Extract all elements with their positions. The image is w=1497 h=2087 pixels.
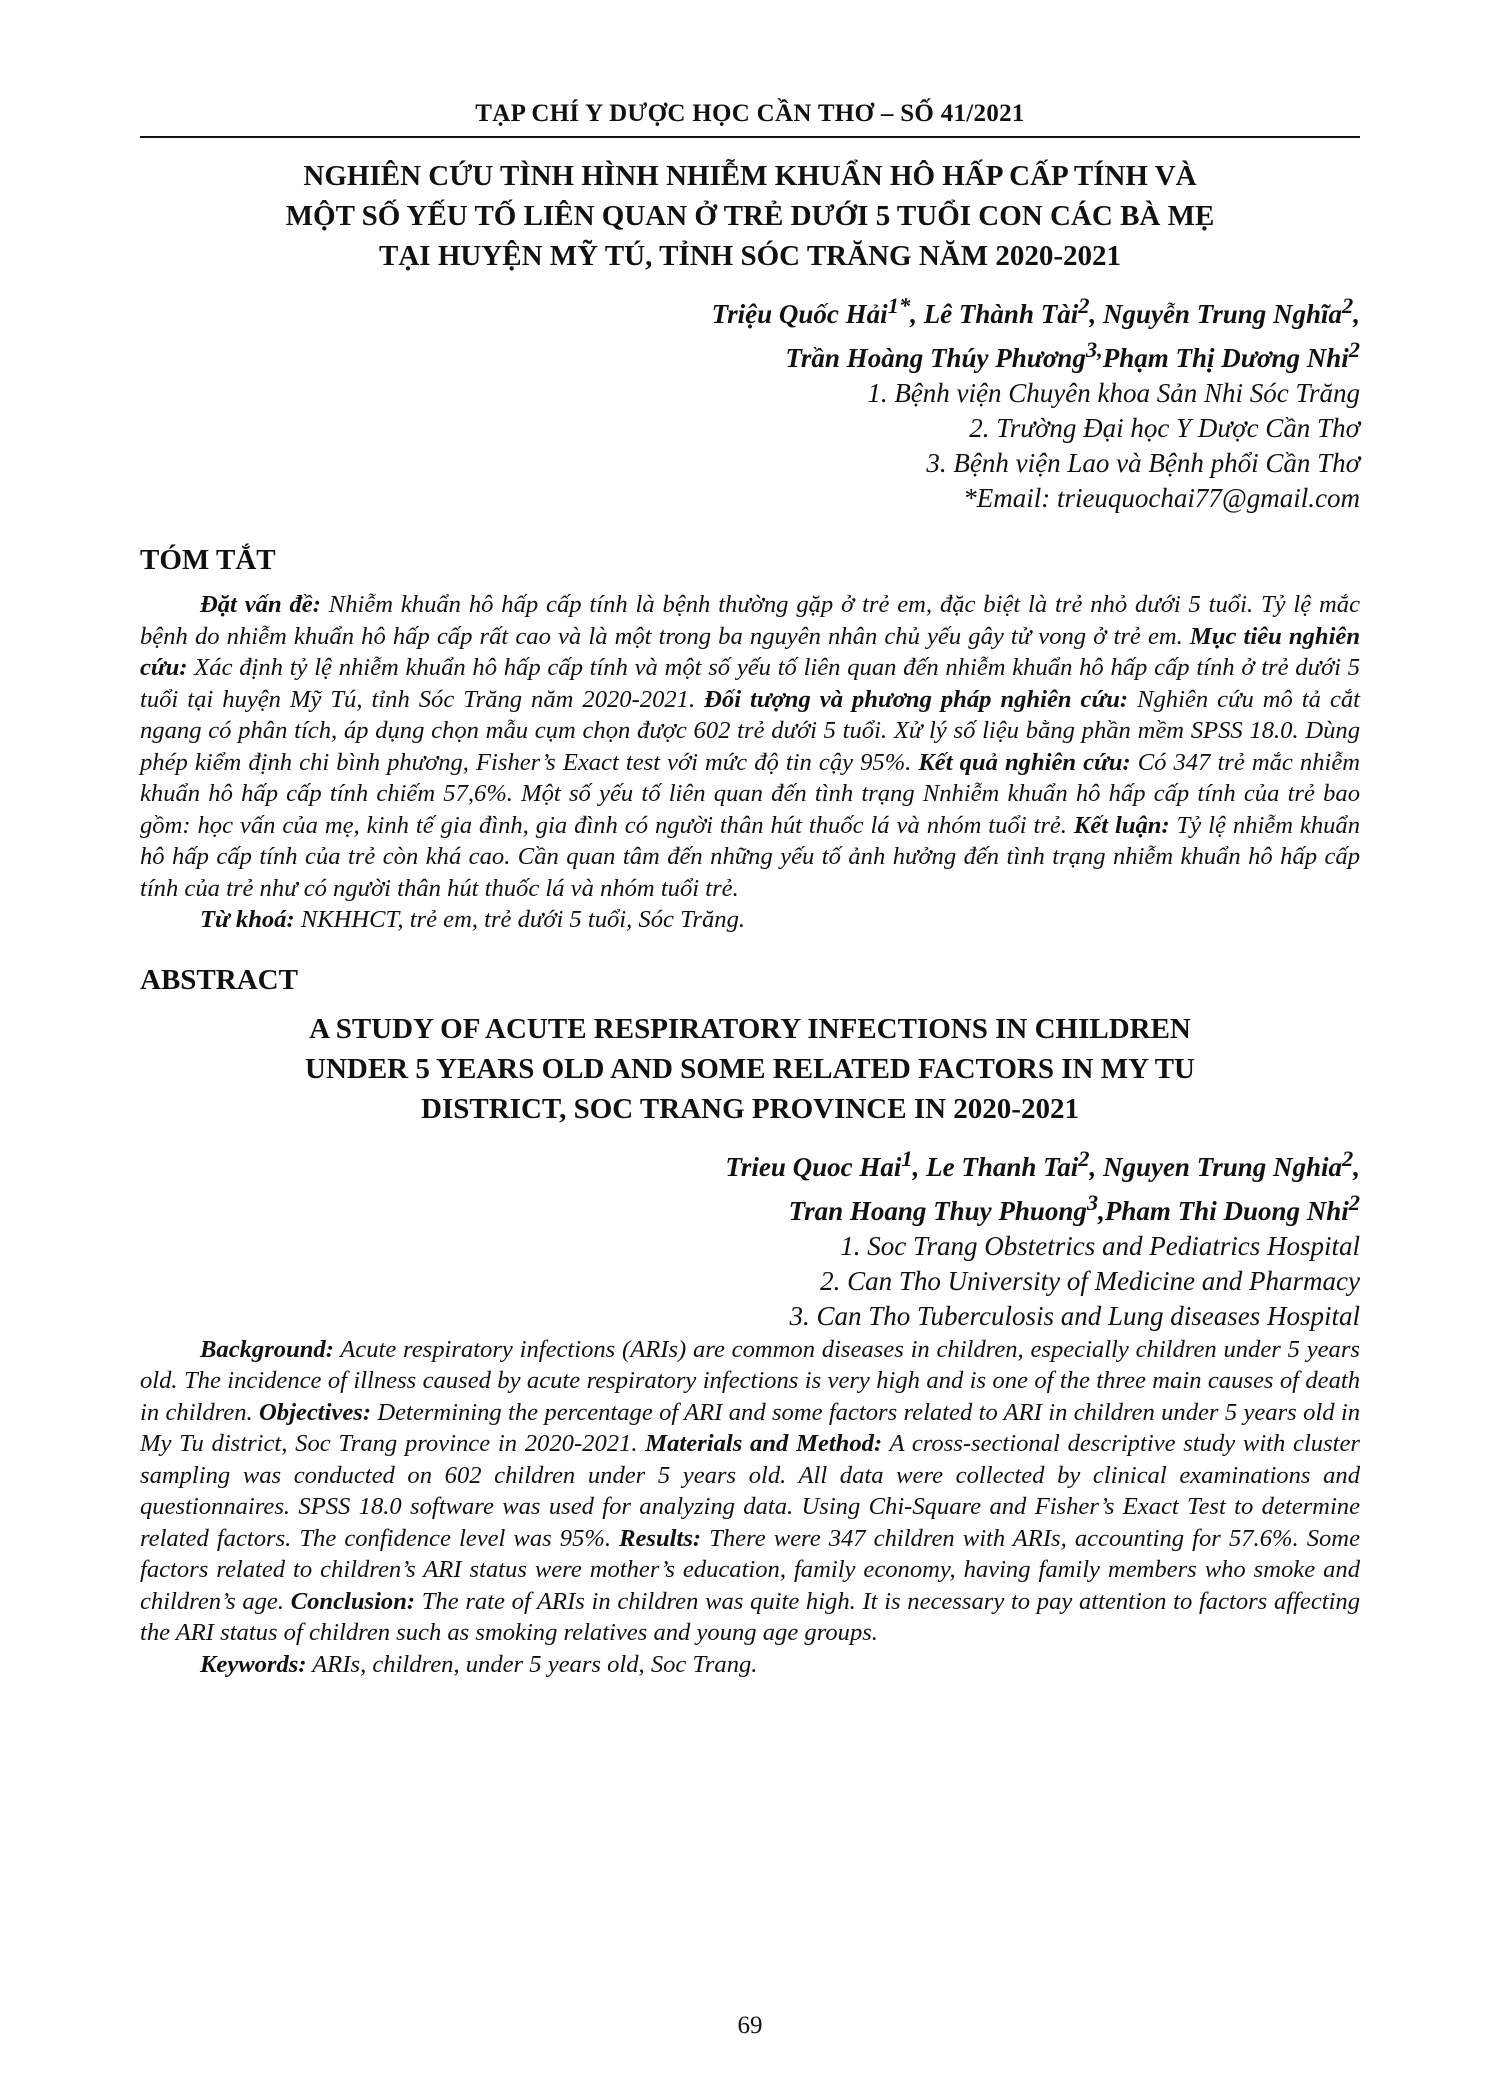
author-name: Trần Hoàng Thúy Phương — [785, 343, 1086, 373]
abstract-label: Đặt vấn đề: — [200, 591, 321, 618]
keywords-text: ARIs, children, under 5 years old, Soc Trang. — [306, 1650, 758, 1678]
abstract-text: Tỷ lệ nhiễm khuẩn hô hấp cấp tính của trẻ còn khá cao. Cần quan tâm đến những yếu tố ảnh hưởng đến tình trạng nhiễm khuẩn hô hấp cấp tính của trẻ như có người thân hút thuốc lá và nhóm tuổi trẻ. — [140, 811, 1361, 902]
affiliation: 1. Bệnh viện Chuyên khoa Sản Nhi Sóc Trăng — [867, 378, 1360, 408]
abstract-text: Xác định tỷ lệ nhiễm khuẩn hô hấp cấp tính và một số yếu tố liên quan đến nhiễm khuẩn hô hấp cấp tính ở trẻ dưới 5 tuổi tại huyện Mỹ Tú, tỉnh Sóc Trăng năm 2020-2021. — [140, 654, 1360, 713]
abstract-label: Đối tượng và phương pháp nghiên cứu: — [704, 685, 1129, 713]
email: *Email: trieuquochai77@gmail.com — [963, 483, 1360, 513]
author-separator: , — [910, 299, 924, 329]
en-abstract — [140, 1334, 1360, 1649]
abstract-text: Determining the percentage of ARI and some factors related to ARI in children under 5 years old in My Tu district, Soc Trang province in 2020-2021. — [140, 1398, 1360, 1457]
abstract-label: Mục tiêu nghiên cứu: — [140, 622, 1360, 681]
vi-authors-line — [140, 332, 1360, 376]
abstract-label: Kết quả nghiên cứu: — [918, 748, 1131, 776]
author-separator: , — [1353, 1151, 1360, 1182]
paper-page — [140, 0, 1361, 2039]
abstract-label: Kết luận: — [1073, 811, 1170, 839]
vi-keywords — [140, 904, 1360, 936]
author-affil-mark: 2 — [1342, 1145, 1354, 1171]
abstract-text: A cross-sectional descriptive study with cluster sampling was conducted on 602 children under 5 years old. All data were collected by clinical examinations and questionnaires. SPSS 18.0 software was used for analyzing data. Using Chi-Square and Fisher’s Exact Test to determine related factors. The confidence level was 95%. — [140, 1430, 1360, 1552]
vi-authors-line — [140, 288, 1360, 332]
en-title — [140, 1009, 1360, 1129]
author-name: Nguyễn Trung Nghĩa — [1102, 299, 1342, 329]
vi-title-line: NGHIÊN CỨU TÌNH HÌNH NHIỄM KHUẨN HÔ HẤP CẤP TÍNH VÀ — [303, 160, 1197, 192]
author-name: Tran Hoang Thuy Phuong — [788, 1195, 1087, 1226]
keywords-text: NKHHCT, trẻ em, trẻ dưới 5 tuổi, Sóc Trăng. — [294, 906, 746, 933]
vi-title — [140, 156, 1360, 276]
en-authors-line — [140, 1141, 1360, 1185]
author-name: Phạm Thị Dương Nhi — [1102, 343, 1349, 373]
abstract-label: Conclusion: — [290, 1587, 416, 1615]
author-name: Trieu Quoc Hai — [725, 1151, 902, 1182]
author-separator: , — [1089, 299, 1103, 329]
vi-title-line: TẠI HUYỆN MỸ TÚ, TỈNH SÓC TRĂNG NĂM 2020-2021 — [379, 240, 1121, 272]
author-affil-mark: 2 — [1348, 337, 1360, 362]
vi-title-line: MỘT SỐ YẾU TỐ LIÊN QUAN Ở TRẺ DƯỚI 5 TUỔI CON CÁC BÀ MẸ — [285, 200, 1215, 232]
vi-abstract — [140, 589, 1360, 904]
author-name: Nguyen Trung Nghia — [1102, 1151, 1342, 1182]
en-keywords — [140, 1649, 1360, 1681]
vi-authors — [140, 288, 1360, 376]
en-authors — [140, 1141, 1360, 1229]
author-affil-mark: 2 — [1348, 1189, 1360, 1215]
vi-section-heading: TÓM TẮT — [140, 544, 276, 576]
author-affil-mark: 2 — [1078, 293, 1090, 318]
en-title-line: UNDER 5 YEARS OLD AND SOME RELATED FACTORS IN MY TU — [305, 1052, 1195, 1085]
author-separator: , — [1098, 1195, 1105, 1226]
keywords-label: Từ khoá: — [200, 906, 295, 933]
abstract-label: Materials and Method: — [645, 1430, 883, 1457]
author-name: Triệu Quốc Hải — [711, 299, 888, 329]
author-affil-mark: 3, — [1085, 337, 1103, 362]
author-separator: , — [1353, 299, 1360, 329]
abstract-text: Acute respiratory infections (ARIs) are common diseases in children, especially children under 5 years old. The incidence of illness caused by acute respiratory infections is very high and is one of the three main causes of death in children. — [140, 1335, 1360, 1426]
author-separator: , — [912, 1151, 927, 1182]
keywords-label: Keywords: — [200, 1650, 307, 1678]
page-number: 69 — [737, 2012, 763, 2039]
en-title-line: A STUDY OF ACUTE RESPIRATORY INFECTIONS IN CHILDREN — [309, 1012, 1191, 1045]
author-name: Le Thanh Tai — [926, 1151, 1079, 1182]
abstract-label: Results: — [619, 1524, 702, 1552]
en-authors-line — [140, 1185, 1360, 1229]
en-section-heading: ABSTRACT — [140, 963, 298, 996]
affiliation: 2. Trường Đại học Y Dược Cần Thơ — [969, 413, 1360, 443]
abstract-text: Nhiễm khuẩn hô hấp cấp tính là bệnh thường gặp ở trẻ em, đặc biệt là trẻ nhỏ dưới 5 tuổi. Tỷ lệ mắc bệnh do nhiễm khuẩn hô hấp cấp rất cao và là một trong ba nguyên nhân chủ yếu gây tử vong ở trẻ em. — [140, 591, 1360, 650]
author-affil-mark: 1 — [901, 1145, 913, 1171]
author-name: Pham Thi Duong Nhi — [1104, 1195, 1349, 1226]
en-title-line: DISTRICT, SOC TRANG PROVINCE IN 2020-2021 — [421, 1092, 1079, 1125]
author-affil-mark: 2 — [1078, 1145, 1090, 1171]
abstract-text: There were 347 children with ARIs, accounting for 57.6%. Some factors related to children’s ARI status were mother’s education, family economy, having family members who smoke and children’s age. — [140, 1524, 1360, 1615]
abstract-label: Background: — [200, 1335, 334, 1363]
abstract-text: The rate of ARIs in children was quite high. It is necessary to pay attention to factors affecting the ARI status of children such as smoking relatives and young age groups. — [140, 1587, 1361, 1646]
abstract-text: Có 347 trẻ mắc nhiễm khuẩn hô hấp cấp tính chiếm 57,6%. Một số yếu tố liên quan đến tình trạng Nnhiễm khuẩn hô hấp cấp tính của trẻ bao gồm: học vấn của mẹ, kinh tế gia đình, gia đình có người thân hút thuốc lá và nhóm tuổi trẻ. — [140, 748, 1361, 839]
author-affil-mark: 3 — [1086, 1189, 1099, 1215]
journal-header: TẠP CHÍ Y DƯỢC HỌC CẦN THƠ – SỐ 41/2021 — [140, 100, 1360, 138]
author-separator: , — [1089, 1151, 1103, 1182]
vi-affiliations — [140, 376, 1360, 516]
affiliation: 2. Can Tho University of Medicine and Pharmacy — [820, 1265, 1360, 1296]
author-affil-mark: 2 — [1342, 293, 1354, 318]
affiliation: 3. Can Tho Tuberculosis and Lung diseases Hospital — [789, 1300, 1360, 1331]
abstract-text: Nghiên cứu mô tả cắt ngang có phân tích, áp dụng chọn mẫu cụm chọn được 602 trẻ dưới 5 tuổi. Xử lý số liệu bằng phần mềm SPSS 18.0. Dùng phép kiểm định chi bình phương, Fisher’s Exact test với mức độ tin cậy 95%. — [140, 685, 1360, 776]
affiliation: 3. Bệnh viện Lao và Bệnh phổi Cần Thơ — [926, 448, 1360, 478]
en-affiliations — [140, 1229, 1360, 1334]
author-affil-mark: 1* — [887, 293, 911, 318]
abstract-label: Objectives: — [259, 1398, 372, 1426]
affiliation: 1. Soc Trang Obstetrics and Pediatrics Hospital — [840, 1230, 1360, 1261]
author-name: Lê Thành Tài — [923, 299, 1079, 329]
